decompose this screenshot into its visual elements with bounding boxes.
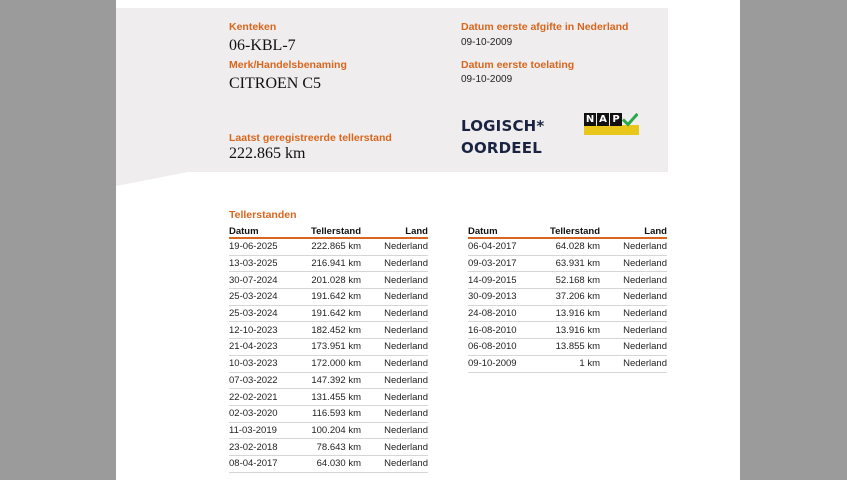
table-row [229,272,428,289]
table-row [468,305,667,322]
cell-land: Nederland [600,355,667,372]
table-row [229,355,428,372]
cell-datum: 13-03-2025 [229,255,297,272]
header-datum: Datum [468,223,536,238]
cell-datum: 21-04-2023 [229,339,297,356]
cell-tellerstand: 13.916 km [536,322,600,339]
cell-tellerstand: 100.204 km [297,422,361,439]
cell-datum: 07-03-2022 [229,372,297,389]
cell-tellerstand: 37.206 km [536,289,600,306]
table-row [468,238,667,255]
table-row [229,405,428,422]
cell-datum: 06-08-2010 [468,339,536,356]
table-row [468,339,667,356]
cell-tellerstand: 64.030 km [297,455,361,472]
cell-tellerstand: 1 km [536,355,600,372]
nap-letter-p: P [610,113,622,126]
cell-land: Nederland [361,255,428,272]
cell-land: Nederland [361,422,428,439]
header-land: Land [361,223,428,238]
header-tellerstand: Tellerstand [536,223,600,238]
vehicle-summary-panel [116,8,668,172]
cell-land: Nederland [361,372,428,389]
nap-logo [584,112,640,136]
cell-datum: 10-03-2023 [229,355,297,372]
cell-land: Nederland [600,255,667,272]
cell-land: Nederland [361,455,428,472]
kenteken-value: 06-KBL-7 [229,37,296,54]
cell-land: Nederland [361,339,428,356]
table-row [229,238,428,255]
header-tellerstand: Tellerstand [297,223,361,238]
merk-value: CITROEN C5 [229,75,321,92]
cell-datum: 25-03-2024 [229,305,297,322]
cell-land: Nederland [361,289,428,306]
cell-land: Nederland [600,305,667,322]
tellerstanden-table-left [229,223,428,473]
cell-tellerstand: 78.643 km [297,439,361,456]
toelating-value: 09-10-2009 [461,74,513,85]
cell-land: Nederland [361,405,428,422]
table-row [229,255,428,272]
cell-land: Nederland [361,355,428,372]
cell-land: Nederland [600,272,667,289]
table-row [229,322,428,339]
cell-tellerstand: 191.642 km [297,289,361,306]
cell-datum: 25-03-2024 [229,289,297,306]
kenteken-label: Kenteken [229,21,277,33]
table-row [229,305,428,322]
table-row [229,422,428,439]
afgifte-value: 09-10-2009 [461,37,513,48]
cell-tellerstand: 201.028 km [297,272,361,289]
cell-tellerstand: 182.452 km [297,322,361,339]
cell-tellerstand: 222.865 km [297,238,361,255]
nap-letter-a: A [597,113,609,126]
cell-datum: 06-04-2017 [468,238,536,255]
cell-tellerstand: 173.951 km [297,339,361,356]
cell-tellerstand: 172.000 km [297,355,361,372]
merk-label: Merk/Handelsbenaming [229,59,347,71]
tellerstanden-title: Tellerstanden [229,209,297,221]
afgifte-label: Datum eerste afgifte in Nederland [461,21,629,33]
cell-datum: 30-09-2013 [468,289,536,306]
cell-land: Nederland [361,272,428,289]
cell-datum: 08-04-2017 [229,455,297,472]
cell-land: Nederland [361,305,428,322]
nap-letter-n: N [585,114,595,125]
teller-value: 222.865 km [229,145,306,162]
cell-land: Nederland [361,389,428,406]
cell-datum: 02-03-2020 [229,405,297,422]
cell-tellerstand: 63.931 km [536,255,600,272]
table-row [468,255,667,272]
cell-land: Nederland [600,322,667,339]
cell-datum: 22-02-2021 [229,389,297,406]
table-row [468,289,667,306]
table-header-row [229,223,428,238]
table-header-row [468,223,667,238]
cell-datum: 16-08-2010 [468,322,536,339]
cell-land: Nederland [361,238,428,255]
tellerstanden-table-right [468,223,667,373]
verdict-text [461,115,544,159]
cell-datum: 30-07-2024 [229,272,297,289]
cell-tellerstand: 52.168 km [536,272,600,289]
cell-tellerstand: 13.855 km [536,339,600,356]
cell-land: Nederland [361,322,428,339]
cell-datum: 12-10-2023 [229,322,297,339]
cell-tellerstand: 216.941 km [297,255,361,272]
cell-land: Nederland [600,339,667,356]
panel-notch [116,172,188,186]
cell-datum: 19-06-2025 [229,238,297,255]
cell-land: Nederland [361,439,428,456]
verdict-line-1: LOGISCH* [461,117,545,135]
cell-tellerstand: 64.028 km [536,238,600,255]
table-row [229,389,428,406]
header-datum: Datum [229,223,297,238]
cell-datum: 09-10-2009 [468,355,536,372]
cell-tellerstand: 131.455 km [297,389,361,406]
cell-datum: 14-09-2015 [468,272,536,289]
cell-datum: 11-03-2019 [229,422,297,439]
cell-tellerstand: 147.392 km [297,372,361,389]
table-row [229,439,428,456]
table-row [229,339,428,356]
header-land: Land [600,223,667,238]
cell-datum: 23-02-2018 [229,439,297,456]
cell-land: Nederland [600,289,667,306]
cell-tellerstand: 116.593 km [297,405,361,422]
table-row [468,322,667,339]
cell-tellerstand: 191.642 km [297,305,361,322]
table-row [229,372,428,389]
table-row [468,272,667,289]
table-row [468,355,667,372]
cell-datum: 09-03-2017 [468,255,536,272]
checkmark-icon [622,112,638,128]
verdict-line-2: OORDEEL [461,139,542,157]
cell-tellerstand: 13.916 km [536,305,600,322]
toelating-label: Datum eerste toelating [461,59,575,71]
cell-land: Nederland [600,238,667,255]
cell-datum: 24-08-2010 [468,305,536,322]
table-row [229,289,428,306]
teller-label: Laatst geregistreerde tellerstand [229,132,392,144]
table-row [229,455,428,472]
